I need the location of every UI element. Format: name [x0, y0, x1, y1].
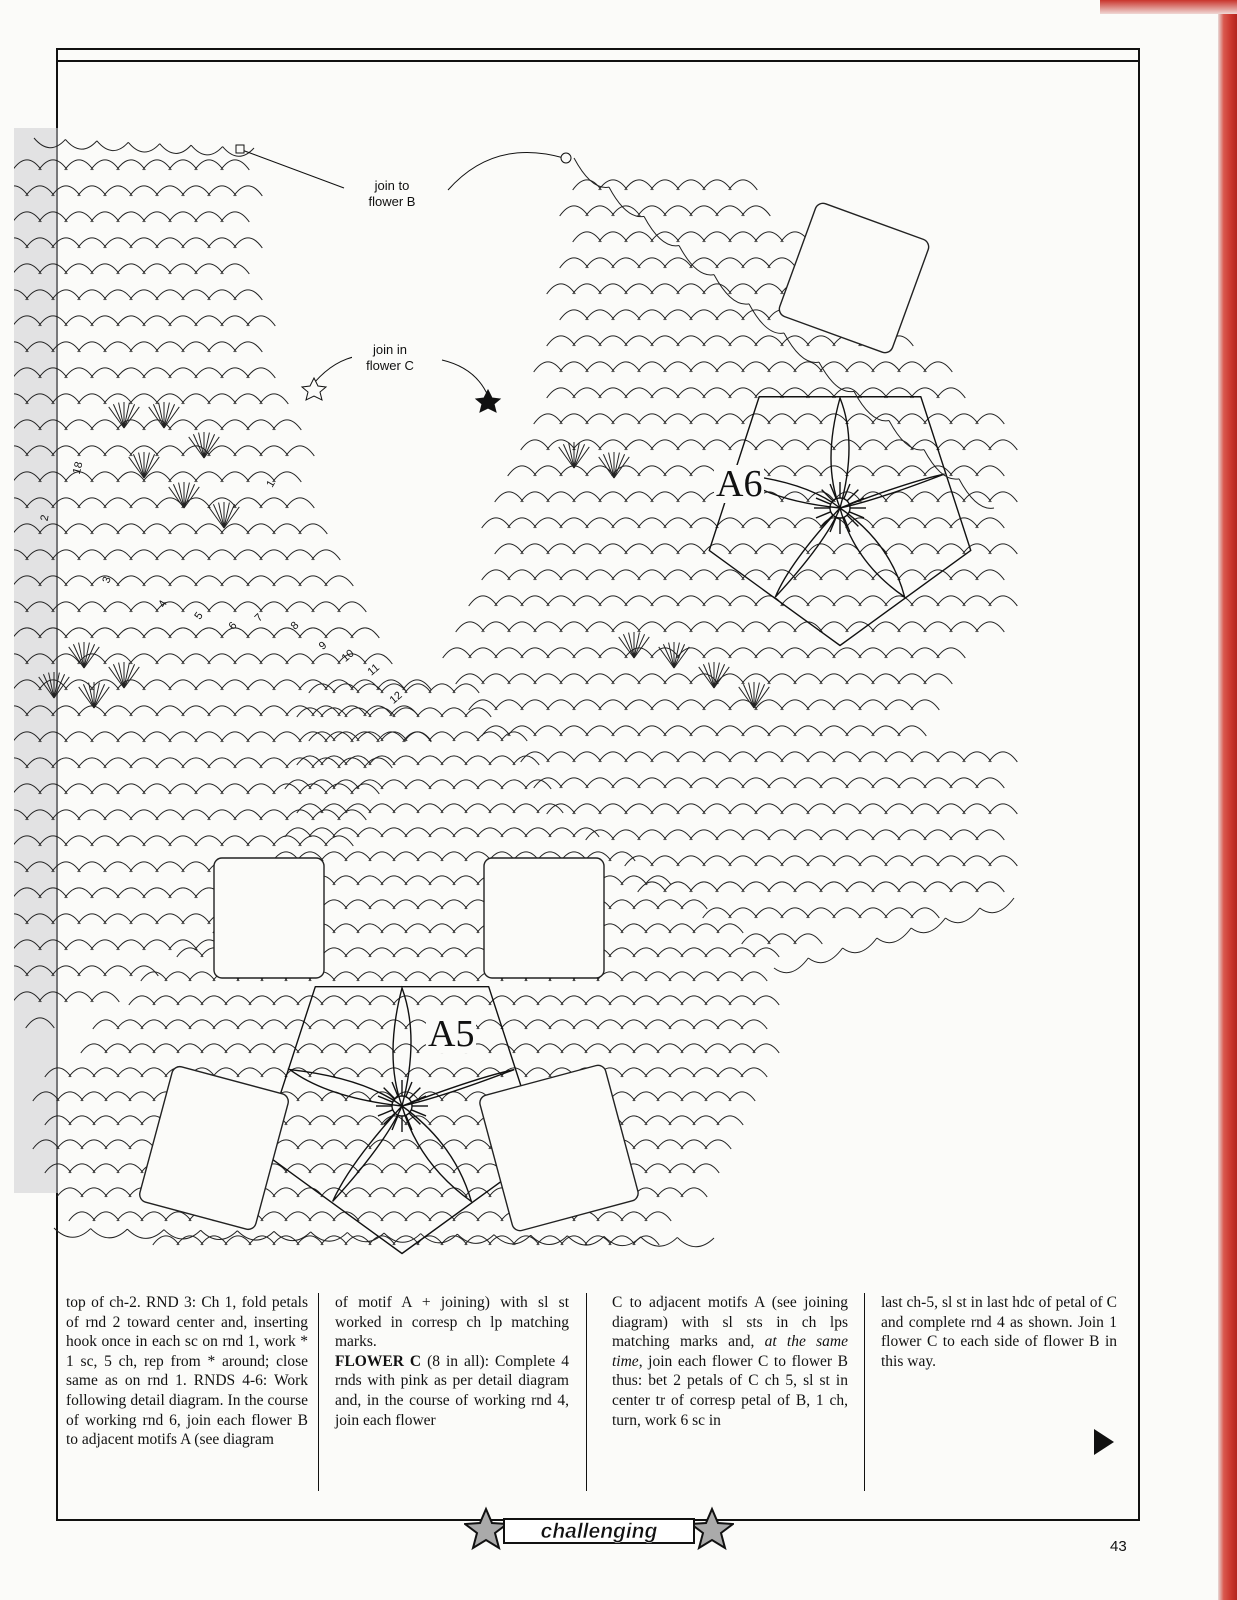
continue-arrow-icon [1094, 1429, 1114, 1455]
callout-line: flower C [366, 358, 414, 374]
round-number: 12 [387, 689, 405, 707]
round-number: 18 [70, 460, 86, 476]
callout-line: join in [373, 342, 407, 357]
round-number: 6 [226, 619, 240, 633]
round-number: 7 [252, 611, 266, 625]
column-divider [864, 1293, 865, 1491]
paragraph [612, 1293, 848, 1430]
callout-join-flower-c [352, 342, 428, 375]
column-divider [318, 1293, 319, 1491]
text-run: C to adjacent motifs A (see joining diagram) with sl sts in ch lps matching marks and, [612, 1294, 848, 1351]
banner-label: challenging [540, 1520, 658, 1543]
fan-stitch [169, 482, 200, 508]
text-run: (8 in all): Complete 4 rnds with pink as per detail diagram and, in the course of working rnd 4, join each flower [335, 1352, 569, 1429]
mesh-bottom-region [33, 684, 779, 1245]
round-number: 2 [38, 513, 52, 523]
center-stitch [816, 498, 831, 504]
fan-stitch [69, 642, 100, 668]
paragraph [66, 1293, 308, 1450]
column-divider [586, 1293, 587, 1491]
fan-stitch [129, 452, 160, 478]
text-column-4 [881, 1293, 1117, 1371]
text-run: top of ch-2. RND 3: Ch 1, fold petals of rnd 2 toward center and, inserting hook once in each sc on rnd 1, work * 1 sc, 5 ch, rep from * around; close same as on rnd 1. RNDS 4-6: Work following detail diagram. In the course of working rnd 6, join each flower B to adjacent motifs A (see diagram [66, 1294, 308, 1449]
motif-label-a5: A5 [428, 1013, 475, 1055]
fan-stitch [739, 682, 770, 708]
challenging-banner [464, 1505, 734, 1555]
fan-stitch [619, 632, 650, 658]
callout-join-flower-b [356, 178, 428, 211]
text-column-1 [66, 1293, 308, 1450]
banner-star-right-icon [691, 1509, 733, 1548]
scallop-row [34, 138, 254, 156]
text-column-3 [612, 1293, 848, 1430]
open-panel [138, 1065, 290, 1231]
fan-stitch [149, 402, 180, 428]
fan-stitch [659, 642, 690, 668]
motif-label-a6: A6 [716, 463, 763, 505]
round-number: 11 [365, 661, 382, 679]
text-run: last ch-5, sl st in last hdc of petal of C and complete rnd 4 as shown. Join 1 flower C to each side of flower B in this way. [881, 1294, 1117, 1370]
instruction-text [56, 1293, 1140, 1503]
open-panel [478, 1064, 640, 1233]
frame-double-rule [56, 60, 1140, 62]
leader-line [242, 150, 344, 188]
page-number: 43 [1110, 1538, 1127, 1555]
join-marker-star-filled [476, 390, 500, 412]
leader-line [448, 152, 564, 190]
round-number: 3 [100, 575, 114, 585]
round-number: 5 [192, 610, 206, 622]
page-edge-top [1100, 0, 1237, 14]
center-stitch [378, 1110, 393, 1116]
fan-stitch [599, 452, 630, 478]
open-panel [214, 858, 324, 978]
center-stitch [847, 490, 858, 501]
petal [840, 474, 945, 508]
fan-stitch [109, 402, 140, 428]
paragraph [881, 1293, 1117, 1371]
round-number: 1 [264, 478, 278, 490]
petal [333, 1106, 402, 1201]
round-number: 10 [339, 647, 357, 665]
fan-stitch [189, 432, 220, 458]
chain-loop-mesh [33, 684, 779, 1245]
round-number: 8 [288, 619, 302, 633]
text-column-2 [335, 1293, 569, 1430]
fan-stitch [79, 682, 110, 708]
callout-line: join to [374, 178, 410, 193]
text-run: , join each flower C to flower B thus: bet 2 petals of C ch 5, sl st in center tr of corresp petal of B, 1 ch, turn, work 6 sc in [612, 1352, 848, 1429]
text-run: of motif A + joining) with sl st worked in corresp ch lp matching marks. [335, 1294, 569, 1351]
chain-loop-mesh [443, 180, 1018, 944]
open-panel [484, 858, 604, 978]
leader-line [442, 360, 488, 396]
center-stitch [816, 512, 831, 518]
fan-stitch-clusters [39, 402, 770, 708]
petal [290, 1070, 402, 1106]
mesh-right-region [443, 180, 1018, 944]
paragraph [335, 1293, 569, 1430]
join-marker-circle [561, 153, 571, 163]
page-edge-red [1218, 0, 1237, 1600]
text-run: FLOWER C [335, 1352, 422, 1370]
join-marker-star-outline [302, 378, 326, 400]
open-panel [777, 201, 931, 355]
scallop-row [574, 158, 994, 508]
banner-star-left-icon [465, 1509, 507, 1548]
round-number: 9 [316, 639, 330, 653]
crochet-diagram [14, 128, 1124, 1288]
text-run: at the same time [612, 1333, 848, 1370]
join-marker-square [236, 145, 244, 153]
fan-stitch [109, 662, 140, 688]
petal [402, 1106, 471, 1201]
round-number: 4 [156, 598, 170, 610]
callout-line: flower B [368, 194, 416, 210]
fan-stitch [559, 442, 590, 468]
